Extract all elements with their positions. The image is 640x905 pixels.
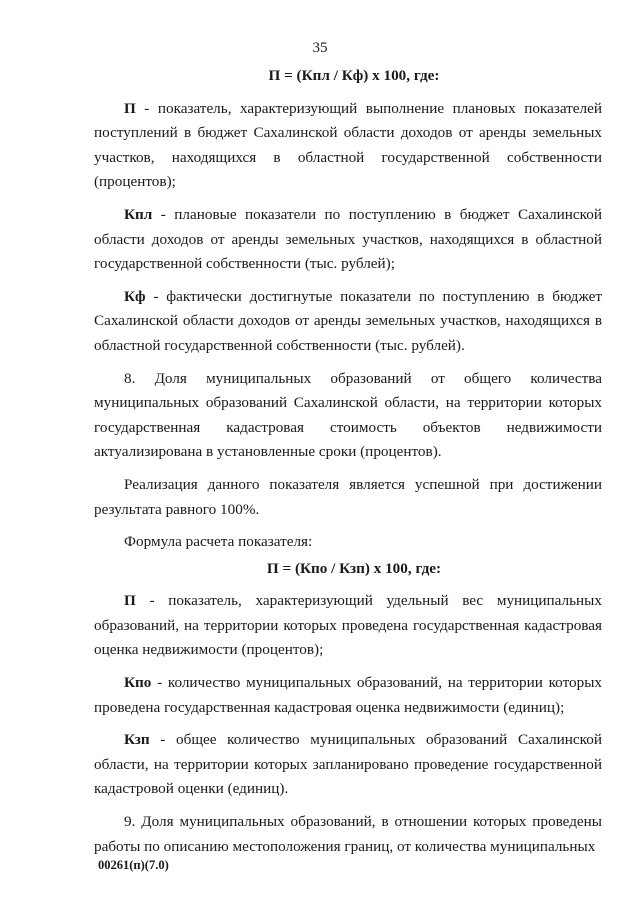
item-9: 9. Доля муниципальных образований, в отношении которых проведены работы по описанию местоположения границ, от количества муниципальных [94,813,602,855]
definition-kf-text: - фактически достигнутые показатели по поступлению в бюджет Сахалинской области доходов от аренды земельных участков, находящихся в областной государственной собственности (тыс. рублей). [94,287,602,354]
realization-text: Реализация данного показателя является успешной при достижении результата равного 100%. [94,475,602,518]
term-p-1: П [124,99,136,117]
item-8: 8. Доля муниципальных образований от общего количества муниципальных образований Сахалинской области, на территории которых государственная кадастровая стоимость объектов недвижимости актуализирована в установленные сроки (процентов). [94,369,602,461]
document-code-footer: 00261(п)(7.0) [98,858,169,872]
formula-1: П = (Кпл / Кф) х 100, где: [268,67,440,84]
document-body [94,64,602,867]
definition-kpl [94,203,602,277]
definition-p-1-text: - показатель, характеризующий выполнение плановых показателей поступлений в бюджет Сахалинской области доходов от аренды земельных участков, находящихся в областной государственной собственности (процентов); [94,99,602,191]
definition-p-1 [94,97,602,195]
definition-p-2-text: - показатель, характеризующий удельный вес муниципальных образований, на территории которых проведена государственная кадастровая оценка недвижимости (процентов); [94,592,602,659]
definition-kzp [94,728,602,802]
formula-label: Формула расчета показателя: [124,533,313,551]
definition-kpo-text: - количество муниципальных образований, на территории которых проведена государственная кадастровая оценка недвижимости (единиц); [94,674,602,716]
term-kpl: Кпл [124,205,153,223]
definition-p-2 [94,589,602,663]
definition-kpl-text: - плановые показатели по поступлению в бюджет Сахалинской области доходов от аренды земельных участков, находящихся в областной государственной собственности (тыс. рублей); [94,205,602,273]
definition-kzp-text: - общее количество муниципальных образований Сахалинской области, на территории которых запланировано проведение государственной кадастровой оценки (единиц). [94,731,602,798]
term-kf: Кф [124,287,146,305]
term-kpo: Кпо [124,674,152,692]
term-kzp: Кзп [124,731,150,749]
term-p-2: П [124,592,136,610]
definition-kpo [94,671,602,720]
page-number: 35 [312,40,328,56]
formula-2: П = (Кпо / Кзп) х 100, где: [266,559,442,577]
definition-kf [94,285,602,359]
